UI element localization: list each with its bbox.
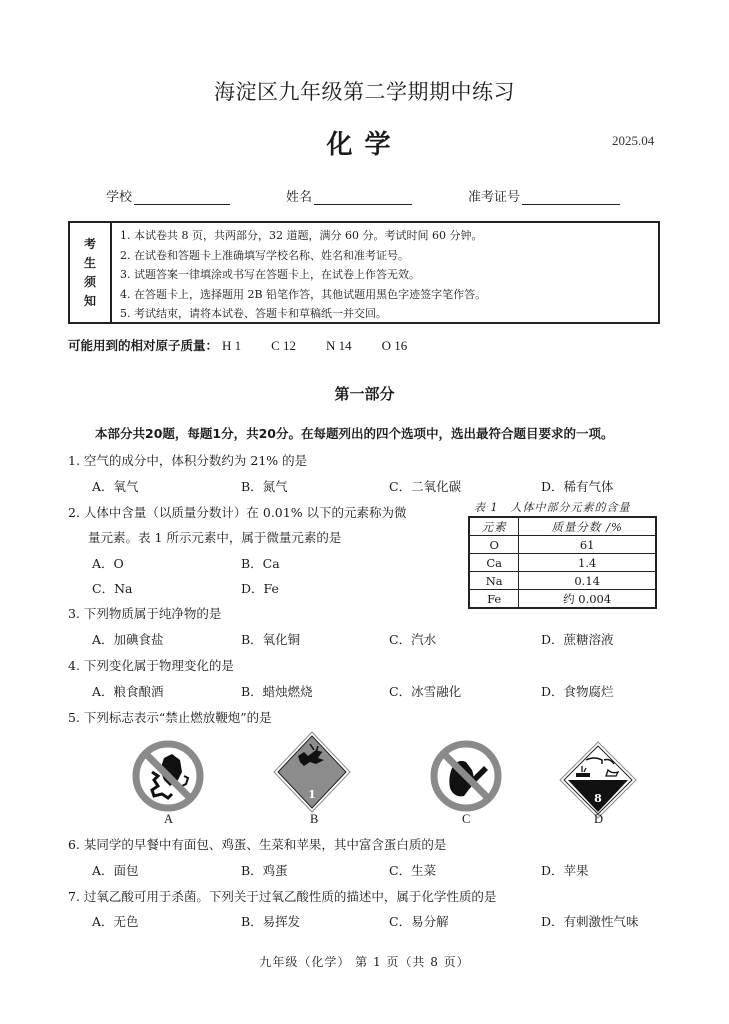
question-stem: 1. 空气的成分中，体积分数约为 21% 的是 [68, 453, 308, 468]
school-blank[interactable] [134, 190, 230, 205]
notice-item: 3. 试题答案一律填涂或书写在答题卡上，在试卷上作答无效。 [120, 268, 420, 281]
element-content-table [468, 516, 657, 609]
school-field[interactable] [106, 186, 230, 205]
question-stem: 7. 过氧乙酸可用于杀菌。下列关于过氧乙酸性质的描述中，属于化学性质的是 [68, 889, 497, 904]
question-stem: 6. 某同学的早餐中有面包、鸡蛋、生菜和苹果，其中富含蛋白质的是 [68, 837, 447, 852]
notice-side-label [70, 223, 112, 322]
name-field[interactable] [286, 186, 412, 205]
option-d[interactable]: D．Fe [241, 581, 279, 596]
atomic-mass-h: H 1 [222, 338, 242, 353]
table-row [469, 572, 656, 590]
atomic-mass-n: N 14 [326, 338, 352, 353]
exam-id-field[interactable] [468, 186, 620, 205]
no-fire-sign-icon[interactable] [428, 738, 504, 814]
question-stem-cont: 量元素。表 1 所示元素中，属于微量元素的是 [88, 530, 342, 545]
question-stem: 4. 下列变化属于物理变化的是 [68, 658, 234, 673]
option-c[interactable]: C．汽水 [389, 632, 437, 647]
option-a[interactable]: A．无色 [92, 914, 139, 929]
option-c[interactable]: C．生菜 [389, 863, 437, 878]
option-b[interactable]: B．氮气 [241, 479, 288, 494]
atomic-mass-o: O 16 [381, 338, 408, 353]
question-stem: 2. 人体中含量（以质量分数计）在 0.01% 以下的元素称为微 [68, 505, 407, 520]
name-label: 姓名 [286, 190, 313, 205]
exam-id-label: 准考证号 [468, 190, 521, 205]
school-label: 学校 [106, 190, 133, 205]
option-b[interactable]: B．鸡蛋 [241, 863, 288, 878]
option-c[interactable]: C．Na [92, 581, 133, 596]
table-row [469, 536, 656, 554]
table-row [469, 590, 656, 609]
option-c[interactable]: C．冰雪融化 [389, 684, 462, 699]
notice-item: 2. 在试卷和答题卡上准确填写学校名称、姓名和准考证号。 [120, 248, 409, 262]
option-c[interactable]: C．二氧化碳 [389, 479, 462, 494]
table-cell: Fe [469, 590, 519, 609]
option-b[interactable]: B．易挥发 [241, 914, 301, 929]
part-instructions: 本部分共20题，每题1分，共20分。在每题列出的四个选项中，选出最符合题目要求的一项。 [95, 426, 614, 441]
table-cell: 0.14 [519, 572, 656, 590]
table-caption: 表 1 人体中部分元素的含量 [474, 501, 631, 514]
table-header-row [469, 517, 656, 536]
table-header: 质量分数 /% [519, 517, 656, 536]
exam-date: 2025.04 [612, 133, 655, 148]
atomic-mass-c: C 12 [271, 338, 297, 353]
table-cell: Ca [469, 554, 519, 572]
option-d[interactable]: D．稀有气体 [541, 479, 614, 494]
option-a[interactable]: A．面包 [92, 863, 139, 878]
option-b[interactable]: B．氧化铜 [241, 632, 301, 647]
corrosive-hazard-sign-icon[interactable] [558, 740, 638, 820]
subject-title: 化学 [326, 130, 403, 160]
atomic-masses [68, 336, 433, 354]
exam-title: 海淀区九年级第二学期期中练习 [214, 80, 515, 104]
notice-items [112, 223, 486, 322]
table-cell: O [469, 536, 519, 554]
candidate-notice-box [68, 221, 660, 324]
option-d[interactable]: D．食物腐烂 [541, 684, 614, 699]
sign-label-b: B [310, 812, 319, 826]
table-cell: 61 [519, 536, 656, 554]
sign-label-d: D [594, 812, 604, 826]
option-a[interactable]: A．粮食酿酒 [92, 684, 164, 699]
hazard-class-number: 1 [308, 788, 316, 801]
option-d[interactable]: D．有刺激性气味 [541, 914, 639, 929]
part-title: 第一部分 [334, 385, 395, 403]
question-stem: 5. 下列标志表示“禁止燃放鞭炮”的是 [68, 710, 272, 725]
atomic-masses-label: 可能用到的相对原子质量： [68, 338, 219, 353]
option-b[interactable]: B．Ca [241, 556, 280, 571]
table-cell: 1.4 [519, 554, 656, 572]
table-cell: 约 0.004 [519, 590, 656, 609]
explosive-hazard-sign-icon[interactable] [272, 730, 352, 814]
name-blank[interactable] [314, 190, 412, 205]
table-header: 元素 [469, 517, 519, 536]
question-stem: 3. 下列物质属于纯净物的是 [68, 606, 222, 621]
option-a[interactable]: A．加碘食盐 [92, 632, 164, 647]
notice-item: 4. 在答题卡上，选择题用 2B 铅笔作答，其他试题用黑色字迹签字笔作答。 [120, 287, 487, 301]
page-footer: 九年级（化学） 第 1 页（共 8 页） [259, 955, 470, 969]
notice-char: 知 [83, 293, 96, 308]
notice-item: 5. 考试结束，请将本试卷、答题卡和草稿纸一并交回。 [120, 307, 387, 320]
option-d[interactable]: D．苹果 [541, 863, 589, 878]
option-a[interactable]: A．氧气 [92, 479, 139, 494]
exam-id-blank[interactable] [522, 190, 620, 205]
option-a[interactable]: A．O [92, 556, 124, 571]
option-c[interactable]: C．易分解 [389, 914, 449, 929]
option-b[interactable]: B．蜡烛燃烧 [241, 684, 313, 699]
sign-label-a: A [164, 812, 174, 826]
sign-label-c: C [462, 812, 471, 826]
option-d[interactable]: D．蔗糖溶液 [541, 632, 614, 647]
notice-char: 生 [83, 255, 96, 270]
notice-item: 1. 本试卷共 8 页，共两部分，32 道题，满分 60 分。考试时间 60 分钟。 [120, 229, 483, 242]
notice-char: 考 [83, 236, 96, 251]
notice-char: 须 [83, 274, 96, 289]
no-firecrackers-sign-icon[interactable] [130, 738, 206, 814]
table-row [469, 554, 656, 572]
table-cell: Na [469, 572, 519, 590]
hazard-class-number: 8 [594, 792, 602, 805]
